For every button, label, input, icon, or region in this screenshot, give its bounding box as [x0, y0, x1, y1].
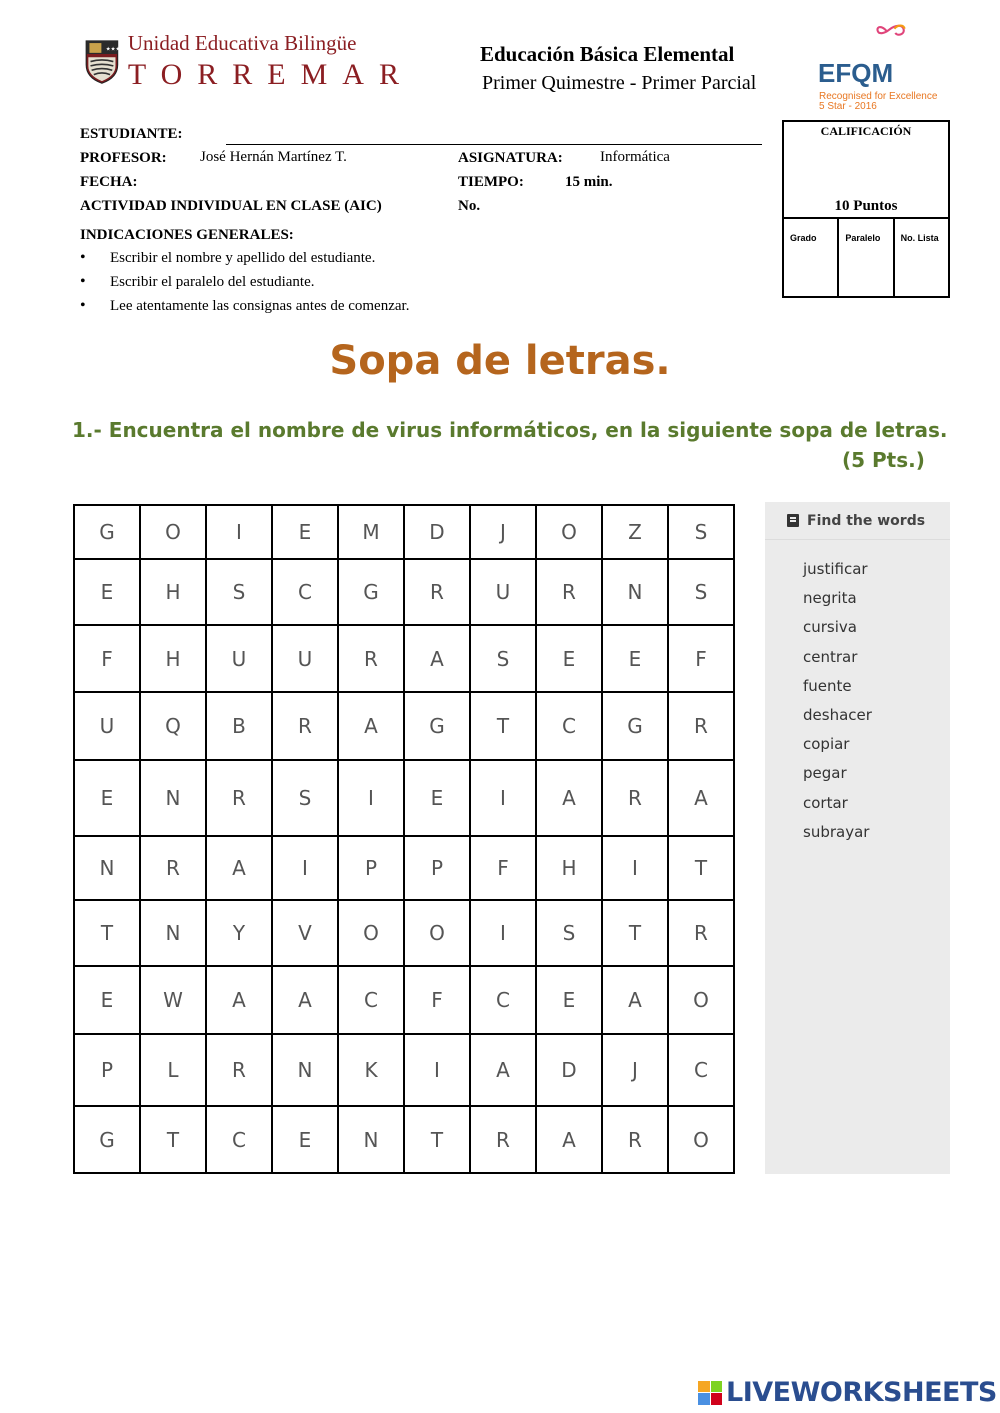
date-label: FECHA:: [80, 174, 138, 190]
grid-letter-cell[interactable]: I: [273, 837, 339, 899]
grid-letter-cell[interactable]: R: [603, 1107, 669, 1172]
grid-letter-cell[interactable]: B: [207, 693, 273, 759]
word-search-grid[interactable]: [73, 504, 735, 1174]
grid-letter-cell[interactable]: N: [603, 560, 669, 624]
word-item: subrayar: [803, 822, 870, 841]
time-value: 15 min.: [565, 174, 613, 190]
grid-letter-cell[interactable]: E: [603, 626, 669, 691]
instruction-item: • Escribir el paralelo del estudiante.: [80, 274, 409, 298]
grid-row: [75, 626, 733, 693]
grid-letter-cell[interactable]: N: [141, 761, 207, 835]
grid-letter-cell[interactable]: O: [405, 901, 471, 965]
words-panel-title: Find the words: [807, 512, 926, 529]
instruction-item: • Lee atentamente las consignas antes de comenzar.: [80, 298, 409, 322]
grade-box: [782, 120, 950, 298]
grid-letter-cell[interactable]: F: [405, 967, 471, 1033]
grid-letter-cell[interactable]: Q: [141, 693, 207, 759]
grid-letter-cell[interactable]: C: [207, 1107, 273, 1172]
grid-letter-cell[interactable]: F: [75, 626, 141, 691]
efqm-recognition-line1: Recognised for Excellence: [819, 91, 938, 102]
grid-letter-cell[interactable]: R: [273, 693, 339, 759]
grade-title: CALIFICACIÓN: [820, 124, 912, 138]
activity-title: Sopa de letras.: [329, 338, 671, 384]
grid-row: [75, 837, 733, 901]
words-panel: [765, 502, 950, 1174]
school-logo: [84, 16, 414, 106]
level-subtitle: Primer Quimestre - Primer Parcial: [482, 72, 757, 94]
grid-letter-cell[interactable]: O: [693, 1127, 709, 1152]
number-label: No.: [458, 198, 481, 214]
grid-letter-cell[interactable]: C: [273, 560, 339, 624]
grid-row: [75, 693, 733, 761]
instructions-list: [80, 250, 409, 322]
word-item: copiar: [803, 735, 850, 754]
liveworksheets-brand: LIVEWORKSHEETS: [726, 1377, 997, 1408]
grid-letter-cell[interactable]: E: [405, 761, 471, 835]
grid-letter-cell[interactable]: R: [537, 560, 603, 624]
grid-letter-cell[interactable]: R: [694, 921, 708, 945]
word-item: fuente: [803, 676, 852, 695]
word-item: cortar: [803, 793, 848, 812]
grid-letter-cell[interactable]: I: [603, 837, 669, 899]
activity-instruction: 1.- Encuentra el nombre de virus informáticos, en la siguiente sopa de letras.: [72, 418, 948, 442]
grid-letter-cell[interactable]: R: [603, 761, 669, 835]
grid-letter-cell[interactable]: E: [75, 560, 141, 624]
subject-value: Informática: [600, 149, 670, 165]
professor-value: José Hernán Martínez T.: [200, 149, 347, 165]
grid-letter-cell[interactable]: I: [471, 761, 537, 835]
book-icon: [787, 514, 799, 527]
grid-letter-cell[interactable]: U: [273, 626, 339, 691]
grid-letter-cell[interactable]: D: [405, 506, 471, 558]
word-item: deshacer: [803, 705, 872, 724]
grade-column-grado: Grado: [784, 219, 839, 298]
grade-column-paralelo: Paralelo: [839, 219, 894, 298]
grid-row: [75, 1035, 733, 1107]
grid-letter-cell[interactable]: P: [75, 1035, 141, 1105]
svg-text:★★★: ★★★: [105, 46, 120, 53]
grid-row: [75, 761, 733, 837]
grid-letter-cell[interactable]: I: [339, 761, 405, 835]
grid-letter-cell[interactable]: R: [694, 714, 708, 738]
grid-row: [75, 506, 733, 560]
grid-letter-cell[interactable]: E: [273, 1107, 339, 1172]
grid-letter-cell[interactable]: A: [603, 967, 669, 1033]
grid-letter-cell[interactable]: S: [207, 560, 273, 624]
grid-letter-cell[interactable]: G: [75, 506, 141, 558]
grid-letter-cell[interactable]: N: [141, 901, 207, 965]
grid-letter-cell[interactable]: S: [694, 580, 708, 604]
school-name: Unidad Educativa Bilingüe: [127, 30, 357, 55]
word-item: justificar: [803, 560, 868, 578]
grid-letter-cell[interactable]: P: [339, 837, 405, 899]
liveworksheets-mark-icon: [698, 1381, 722, 1405]
grade-column-lista: No. Lista: [900, 233, 939, 243]
grid-letter-cell[interactable]: G: [339, 560, 405, 624]
grid-letter-cell[interactable]: U: [207, 626, 273, 691]
grade-subfields: [784, 217, 948, 298]
grid-letter-cell[interactable]: T: [694, 856, 708, 880]
grid-letter-cell[interactable]: E: [273, 506, 339, 558]
efqm-recognition-line2: 5 Star - 2016: [819, 101, 877, 112]
grid-letter-cell[interactable]: E: [537, 626, 603, 691]
grid-letter-cell[interactable]: T: [141, 1107, 207, 1172]
grid-letter-cell[interactable]: S: [273, 761, 339, 835]
subject-label: ASIGNATURA:: [458, 150, 563, 166]
grid-letter-cell[interactable]: F: [695, 646, 707, 671]
grid-letter-cell[interactable]: A: [537, 761, 603, 835]
word-list: [765, 540, 950, 852]
grid-letter-cell[interactable]: I: [207, 506, 273, 558]
instruction-item: • Escribir el nombre y apellido del estudiante.: [80, 250, 409, 274]
words-panel-header: [765, 502, 950, 540]
grade-points: 10 Puntos: [834, 198, 898, 214]
activity-points: (5 Pts.): [842, 448, 925, 472]
grid-letter-cell[interactable]: A: [339, 693, 405, 759]
grid-letter-cell[interactable]: I: [471, 901, 537, 965]
grid-letter-cell[interactable]: N: [75, 837, 141, 899]
grid-letter-cell[interactable]: Z: [603, 506, 669, 558]
grid-letter-cell[interactable]: R: [141, 837, 207, 899]
efqm-name: EFQM: [818, 58, 894, 88]
grid-letter-cell[interactable]: U: [471, 560, 537, 624]
grid-letter-cell[interactable]: O: [339, 901, 405, 965]
grid-letter-cell[interactable]: L: [141, 1035, 207, 1105]
professor-label: PROFESOR:: [80, 150, 167, 166]
grid-row: [75, 560, 733, 626]
grid-letter-cell[interactable]: V: [273, 901, 339, 965]
grid-letter-cell[interactable]: E: [537, 967, 603, 1033]
student-label: ESTUDIANTE:: [80, 126, 183, 142]
grid-letter-cell[interactable]: M: [339, 506, 405, 558]
grid-letter-cell[interactable]: N: [339, 1107, 405, 1172]
grid-letter-cell[interactable]: R: [405, 560, 471, 624]
grid-letter-cell[interactable]: H: [141, 626, 207, 691]
word-item: centrar: [803, 647, 858, 666]
grid-letter-cell[interactable]: C: [694, 1058, 708, 1082]
grid-letter-cell[interactable]: A: [694, 786, 708, 810]
grid-letter-cell[interactable]: S: [537, 901, 603, 965]
liveworksheets-logo: [698, 1377, 997, 1408]
time-label: TIEMPO:: [458, 174, 524, 190]
grid-letter-cell[interactable]: O: [693, 988, 709, 1012]
efqm-recognition: [819, 92, 937, 112]
grid-letter-cell[interactable]: T: [471, 693, 537, 759]
efqm-logo-icon: [816, 22, 956, 62]
grid-letter-cell[interactable]: H: [537, 837, 603, 899]
grid-letter-cell[interactable]: A: [537, 1107, 603, 1172]
school-brand: TORREMAR: [127, 57, 414, 91]
grid-row: [75, 901, 733, 967]
grid-letter-cell[interactable]: C: [471, 967, 537, 1033]
grid-letter-cell[interactable]: S: [694, 520, 708, 544]
grid-letter-cell[interactable]: A: [273, 967, 339, 1033]
grid-letter-cell[interactable]: U: [75, 693, 141, 759]
grid-letter-cell[interactable]: J: [603, 1035, 669, 1105]
level-title: Educación Básica Elemental: [480, 42, 735, 66]
grid-letter-cell[interactable]: K: [339, 1035, 405, 1105]
grid-letter-cell[interactable]: S: [471, 626, 537, 691]
grid-letter-cell[interactable]: H: [141, 560, 207, 624]
grid-letter-cell[interactable]: F: [471, 837, 537, 899]
grid-letter-cell[interactable]: C: [339, 967, 405, 1033]
grid-letter-cell[interactable]: A: [405, 626, 471, 691]
student-name-line[interactable]: [226, 144, 762, 145]
grid-letter-cell[interactable]: W: [141, 967, 207, 1033]
grid-letter-cell[interactable]: R: [207, 1035, 273, 1105]
grid-letter-cell[interactable]: T: [75, 901, 141, 965]
grid-letter-cell[interactable]: I: [405, 1035, 471, 1105]
grid-letter-cell[interactable]: E: [75, 761, 141, 835]
school-crest-icon: [84, 18, 120, 104]
grid-letter-cell[interactable]: C: [537, 693, 603, 759]
grid-letter-cell[interactable]: G: [75, 1107, 141, 1172]
grid-letter-cell[interactable]: R: [471, 1107, 537, 1172]
grid-letter-cell[interactable]: O: [537, 506, 603, 558]
grid-row: [75, 1107, 733, 1172]
activity-label: ACTIVIDAD INDIVIDUAL EN CLASE (AIC): [80, 198, 382, 214]
general-instructions-label: INDICACIONES GENERALES:: [80, 227, 294, 243]
grid-letter-cell[interactable]: G: [405, 693, 471, 759]
grid-row: [75, 967, 733, 1035]
word-item: cursiva: [803, 618, 857, 637]
grid-letter-cell[interactable]: A: [207, 967, 273, 1033]
grid-letter-cell[interactable]: N: [273, 1035, 339, 1105]
grid-letter-cell[interactable]: D: [537, 1035, 603, 1105]
grid-letter-cell[interactable]: O: [141, 506, 207, 558]
grid-letter-cell[interactable]: R: [207, 761, 273, 835]
grid-letter-cell[interactable]: A: [471, 1035, 537, 1105]
grid-letter-cell[interactable]: E: [75, 967, 141, 1033]
grid-letter-cell[interactable]: T: [603, 901, 669, 965]
word-item: pegar: [803, 764, 847, 783]
grid-letter-cell[interactable]: G: [603, 693, 669, 759]
word-item: negrita: [803, 589, 857, 608]
grid-letter-cell[interactable]: J: [471, 506, 537, 558]
grid-letter-cell[interactable]: T: [405, 1107, 471, 1172]
grid-letter-cell[interactable]: R: [339, 626, 405, 691]
grid-letter-cell[interactable]: P: [405, 837, 471, 899]
grid-letter-cell[interactable]: A: [207, 837, 273, 899]
grid-letter-cell[interactable]: Y: [207, 901, 273, 965]
